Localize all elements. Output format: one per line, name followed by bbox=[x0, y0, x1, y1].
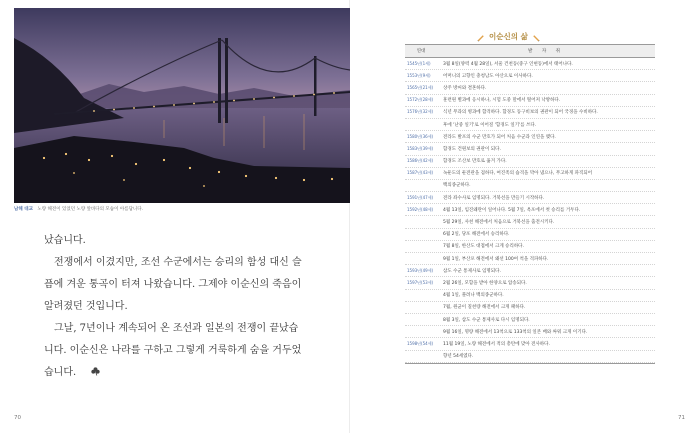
table-row bbox=[405, 107, 655, 119]
story-text bbox=[44, 230, 302, 385]
row-event: 후에 '난중 일기'로 이어질 '함경도 일기'를 쓰다. bbox=[443, 122, 537, 128]
table-row bbox=[405, 204, 655, 216]
table-row bbox=[405, 180, 655, 192]
row-year: 1591년(47세) bbox=[407, 194, 434, 200]
row-event: 함경도 건원보의 권관이 되다. bbox=[443, 146, 501, 152]
paragraph: 났습니다. bbox=[44, 235, 86, 246]
table-row bbox=[405, 216, 655, 228]
row-event: 4월 13일, 임진왜란이 일어나다. 5월 7일, 옥포에서 첫 승리를 거두다. bbox=[443, 207, 581, 213]
row-year: 1545년(1세) bbox=[407, 60, 431, 66]
table-row bbox=[405, 338, 655, 350]
table-row bbox=[405, 314, 655, 326]
row-event: 향년 54세였다. bbox=[443, 354, 474, 360]
title-text: 이순신의 삶 bbox=[489, 31, 528, 41]
row-year: 1553년(9세) bbox=[407, 72, 431, 78]
table-row bbox=[405, 95, 655, 107]
table-row bbox=[405, 277, 655, 289]
row-year bbox=[405, 241, 439, 252]
page-number-left: 70 bbox=[14, 415, 21, 421]
table-row bbox=[405, 58, 655, 70]
row-year bbox=[405, 290, 439, 301]
row-year: 1597년(53세) bbox=[407, 279, 434, 285]
row-event: 7월, 원균이 칠천량 해전에서 크게 패하다. bbox=[443, 305, 526, 311]
photo-caption bbox=[14, 206, 143, 212]
row-event: 3월 8일(양력 4월 28일), 서울 건천동(중구 인현동)에서 태어나다. bbox=[443, 61, 573, 67]
paragraph bbox=[44, 318, 302, 385]
table-row bbox=[405, 326, 655, 338]
section-title bbox=[476, 30, 541, 42]
row-event: 훈련원 별과에 응시하나, 시험 도중 말에서 떨어져 낙방하다. bbox=[443, 98, 561, 104]
caption-text: 노량 해전이 있었던 노량 앞바다의 모습이 아름답니다. bbox=[37, 207, 144, 212]
row-year: 1565년(21세) bbox=[407, 84, 434, 90]
row-year bbox=[405, 216, 439, 227]
table-row bbox=[405, 265, 655, 277]
row-year bbox=[405, 229, 439, 240]
row-event: 백의종군하다. bbox=[443, 183, 471, 189]
row-event: 전라 좌수사로 임명되다. 거북선을 만들기 시작하다. bbox=[443, 195, 545, 201]
row-year: 1592년(48세) bbox=[407, 206, 434, 212]
row-event: 삼도 수군 통제사로 임명되다. bbox=[443, 268, 501, 274]
row-year: 1586년(42세) bbox=[407, 158, 434, 164]
row-event: 7월 8일, 한산도 대첩에서 크게 승리하다. bbox=[443, 244, 524, 250]
table-row bbox=[405, 168, 655, 180]
table-row bbox=[405, 119, 655, 131]
row-event: 6월 2일, 당포 해전에서 승리하다. bbox=[443, 232, 510, 238]
row-event: 전라도 발포의 수군 만호가 되어 처음 수군과 인연을 맺다. bbox=[443, 134, 556, 140]
row-year bbox=[405, 302, 439, 313]
row-event: 식년 무과의 병과에 합격하다. 함경도 동구비보의 권관이 되어 국경을 수비하다. bbox=[443, 110, 598, 116]
row-year bbox=[405, 119, 439, 130]
table-row bbox=[405, 302, 655, 314]
table-row bbox=[405, 156, 655, 168]
table-header bbox=[405, 44, 655, 58]
row-event: 8월 3일, 삼도 수군 통제사로 다시 임명되다. bbox=[443, 317, 530, 323]
clover-icon bbox=[81, 363, 100, 385]
row-event: 4월 1일, 풀려나 백의종군하다. bbox=[443, 293, 504, 299]
row-year: 1583년(39세) bbox=[407, 145, 434, 151]
row-year: 1580년(36세) bbox=[407, 133, 434, 139]
timeline-table bbox=[405, 44, 655, 364]
table-row bbox=[405, 143, 655, 155]
row-year bbox=[405, 351, 439, 362]
row-year: 1593년(49세) bbox=[407, 267, 434, 273]
table-row bbox=[405, 351, 655, 363]
row-event: 어머니의 고향인 충청남도 아산으로 이사하다. bbox=[443, 73, 533, 79]
header-year: 연대 bbox=[416, 49, 426, 54]
table-row bbox=[405, 241, 655, 253]
page-number-right: 71 bbox=[678, 415, 685, 421]
row-year bbox=[405, 314, 439, 325]
table-body bbox=[405, 58, 655, 364]
row-year bbox=[405, 326, 439, 337]
bridge-night-photo bbox=[14, 8, 350, 203]
row-event: 5월 29일, 사천 해전에서 처음으로 거북선을 출전시키다. bbox=[443, 220, 555, 226]
row-event: 함경도 조산보 만호로 옮겨 가다. bbox=[443, 159, 507, 165]
row-event: 2월 26일, 모함을 받아 한양으로 압송되다. bbox=[443, 280, 527, 286]
caption-title: 남해 대교 bbox=[14, 207, 33, 212]
table-row bbox=[405, 229, 655, 241]
row-year: 1587년(43세) bbox=[407, 170, 434, 176]
table-row bbox=[405, 70, 655, 82]
pencil-icon bbox=[476, 27, 485, 46]
row-event: 상주 방씨와 결혼하다. bbox=[443, 85, 487, 91]
row-year: 1598년(54세) bbox=[407, 340, 434, 346]
row-event: 녹둔도의 둔전관을 겸하다, 여진족의 습격을 막아 냈으나, 무고하게 파직되어 bbox=[443, 171, 593, 177]
table-row bbox=[405, 253, 655, 265]
row-year bbox=[405, 253, 439, 264]
row-year: 1572년(28세) bbox=[407, 97, 434, 103]
table-row bbox=[405, 192, 655, 204]
row-year: 1576년(32세) bbox=[407, 109, 434, 115]
row-event: 9월 1일, 부산포 해전에서 왜선 100여 척을 격파하다. bbox=[443, 256, 549, 262]
header-event: 발 자 취 bbox=[528, 49, 564, 54]
table-row bbox=[405, 290, 655, 302]
row-event: 9월 16일, 명량 해전에서 13척으로 133척의 일본 배와 싸워 크게 이기다. bbox=[443, 329, 588, 335]
paragraph: 전쟁에서 이겼지만, 조선 수군에서는 승리의 함성 대신 슬픔에 겨운 통곡이 터져 나왔습니다. 그제야 이순신의 죽음이 알려졌던 것입니다. bbox=[44, 257, 302, 312]
table-row bbox=[405, 131, 655, 143]
row-event: 11월 19일, 노량 해전에서 적의 총탄에 맞아 전사하다. bbox=[443, 341, 550, 347]
row-year bbox=[405, 180, 439, 191]
pencil-icon bbox=[532, 27, 541, 46]
paragraph-text: 그날, 7년이나 계속되어 온 조선과 일본의 전쟁이 끝났습니다. 이순신은 나라를 구하고 그렇게 거룩하게 숨을 거두었습니다. bbox=[44, 323, 302, 378]
table-row bbox=[405, 82, 655, 94]
